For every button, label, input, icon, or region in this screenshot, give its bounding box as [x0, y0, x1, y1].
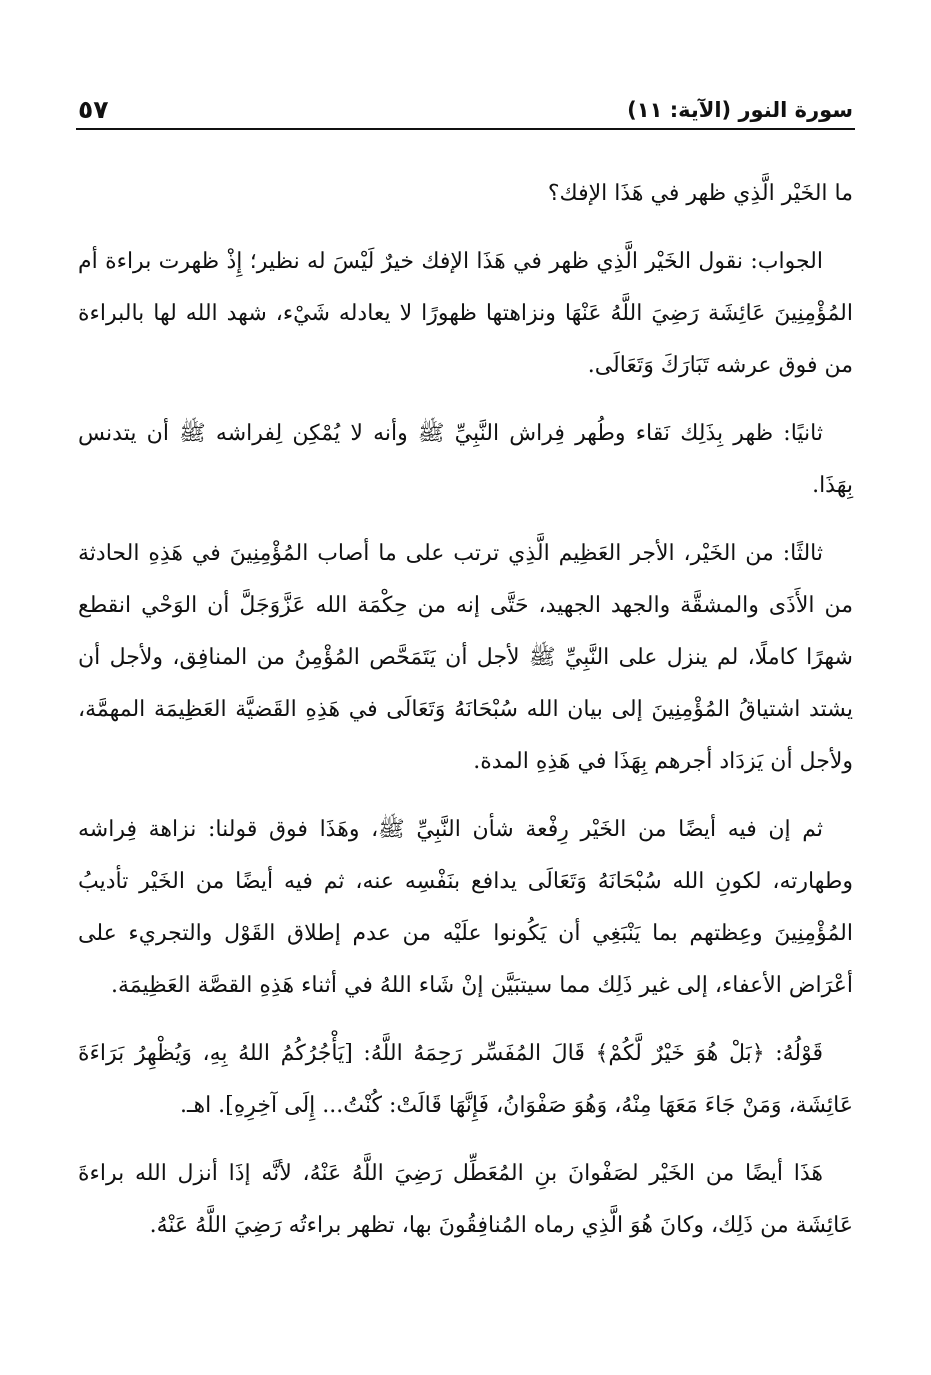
chapter-title: سورة النور (الآية: ١١): [627, 98, 853, 122]
paragraph-additional-benefit: ثم إن فيه أيضًا من الخَيْر رِفْعة شأن النَّبِيِّ ﷺ، وهَذَا فوق قولنا: نزاهة فِراشه وطهارته، لكونِ الله سُبْحَانَهُ وَتَعَالَى يدافع بنَفْسِه عنه، ثم فيه أيضًا من الخَيْر تأديبُ المُؤْمِنِينَ وعِظتهم بما يَنْبَغِي أن يَكُونوا علَيْه من عدم إطلاق القَوْل والتجريء على أعْرَاض الأعفاء، إلى غير ذَلِك مما سيتبَيَّن إنْ شَاء اللهُ في أثناء هَذِهِ القصَّة العَظِيمَة.: [78, 817, 853, 998]
page-number: ٥٧: [78, 95, 109, 124]
running-head: [78, 84, 853, 124]
header-divider: [76, 128, 855, 130]
paragraph-third: ثالثًا: من الخَيْر، الأجر العَظِيم الَّذِي ترتب على ما أصاب المُؤْمِنِينَ في هَذِهِ الحادثة من الأَذَى والمشقَّة والجهد الجهيد، حَتَّى إنه من حِكْمَة الله عَزَّوَجَلَّ أن الوَحْي انقطع شهرًا كاملًا، لم ينزل على النَّبِيِّ ﷺ لأجل أن يَتَمَحَّص المُؤْمِنُ من المنافِق، ولأجل أن يشتد اشتياقُ المُؤْمِنِينَ إلى بيان الله سُبْحَانَهُ وَتَعَالَى في هَذِهِ القَضيَّة العَظِيمَة المهمَّة، ولأجل أن يَزدَاد أجرهم بِهَذَا في هَذِهِ المدة.: [78, 541, 853, 774]
paragraph-answer: الجواب: نقول الخَيْر الَّذِي ظهر في هَذَا الإفك خيرٌ لَيْسَ له نظير؛ إِذْ ظهرت براءة أم المُؤْمِنِينَ عَائِشَة رَضِيَ اللَّهُ عَنْهَا ونزاهتها ظهورًا لا يعادله شَيْء، شهد الله لها بالبراءة من فوق عرشه تَبَارَكَ وَتَعَالَى.: [78, 249, 853, 378]
paragraph-second: ثانيًا: ظهر بِذَلِك نَقاء وطُهر فِراش النَّبِيِّ ﷺ وأنه لا يُمْكِن لِفراشه ﷺ أن يتدنس بِهَذَا.: [78, 421, 853, 498]
paragraph-question: ما الخَيْر الَّذِي ظهر في هَذَا الإفك؟: [547, 181, 853, 206]
page-body: [78, 168, 853, 1268]
paragraph-commentary-quote: قَوْلُهُ: ﴿بَلْ هُوَ خَيْرٌ لَّكُمْ﴾ قَالَ المُفَسِّر رَحِمَهُ اللَّهُ: [يَأْجُرُكُمُ اللهُ بِهِ، وَيُظْهِرُ بَرَاءَةَ عَائِشَة، وَمَنْ جَاءَ مَعَهَا مِنْهُ، وَهُوَ صَفْوَانُ، فَإِنَّهَا قَالَتْ: كُنْتُ... إِلَى آخِرِهِ]. اهـ.: [78, 1041, 853, 1118]
paragraph-safwan: هَذَا أيضًا من الخَيْر لصَفْوانَ بنِ المُعَطِّل رَضِيَ اللَّهُ عَنْهُ، لأنَّه إذَا أنزل الله براءةَ عَائِشَة من ذَلِك، وكانَ هُوَ الَّذِي رماه المُنافِقُونَ بها، تظهر براءتُه رَضِيَ اللَّهُ عَنْهُ.: [78, 1161, 853, 1238]
